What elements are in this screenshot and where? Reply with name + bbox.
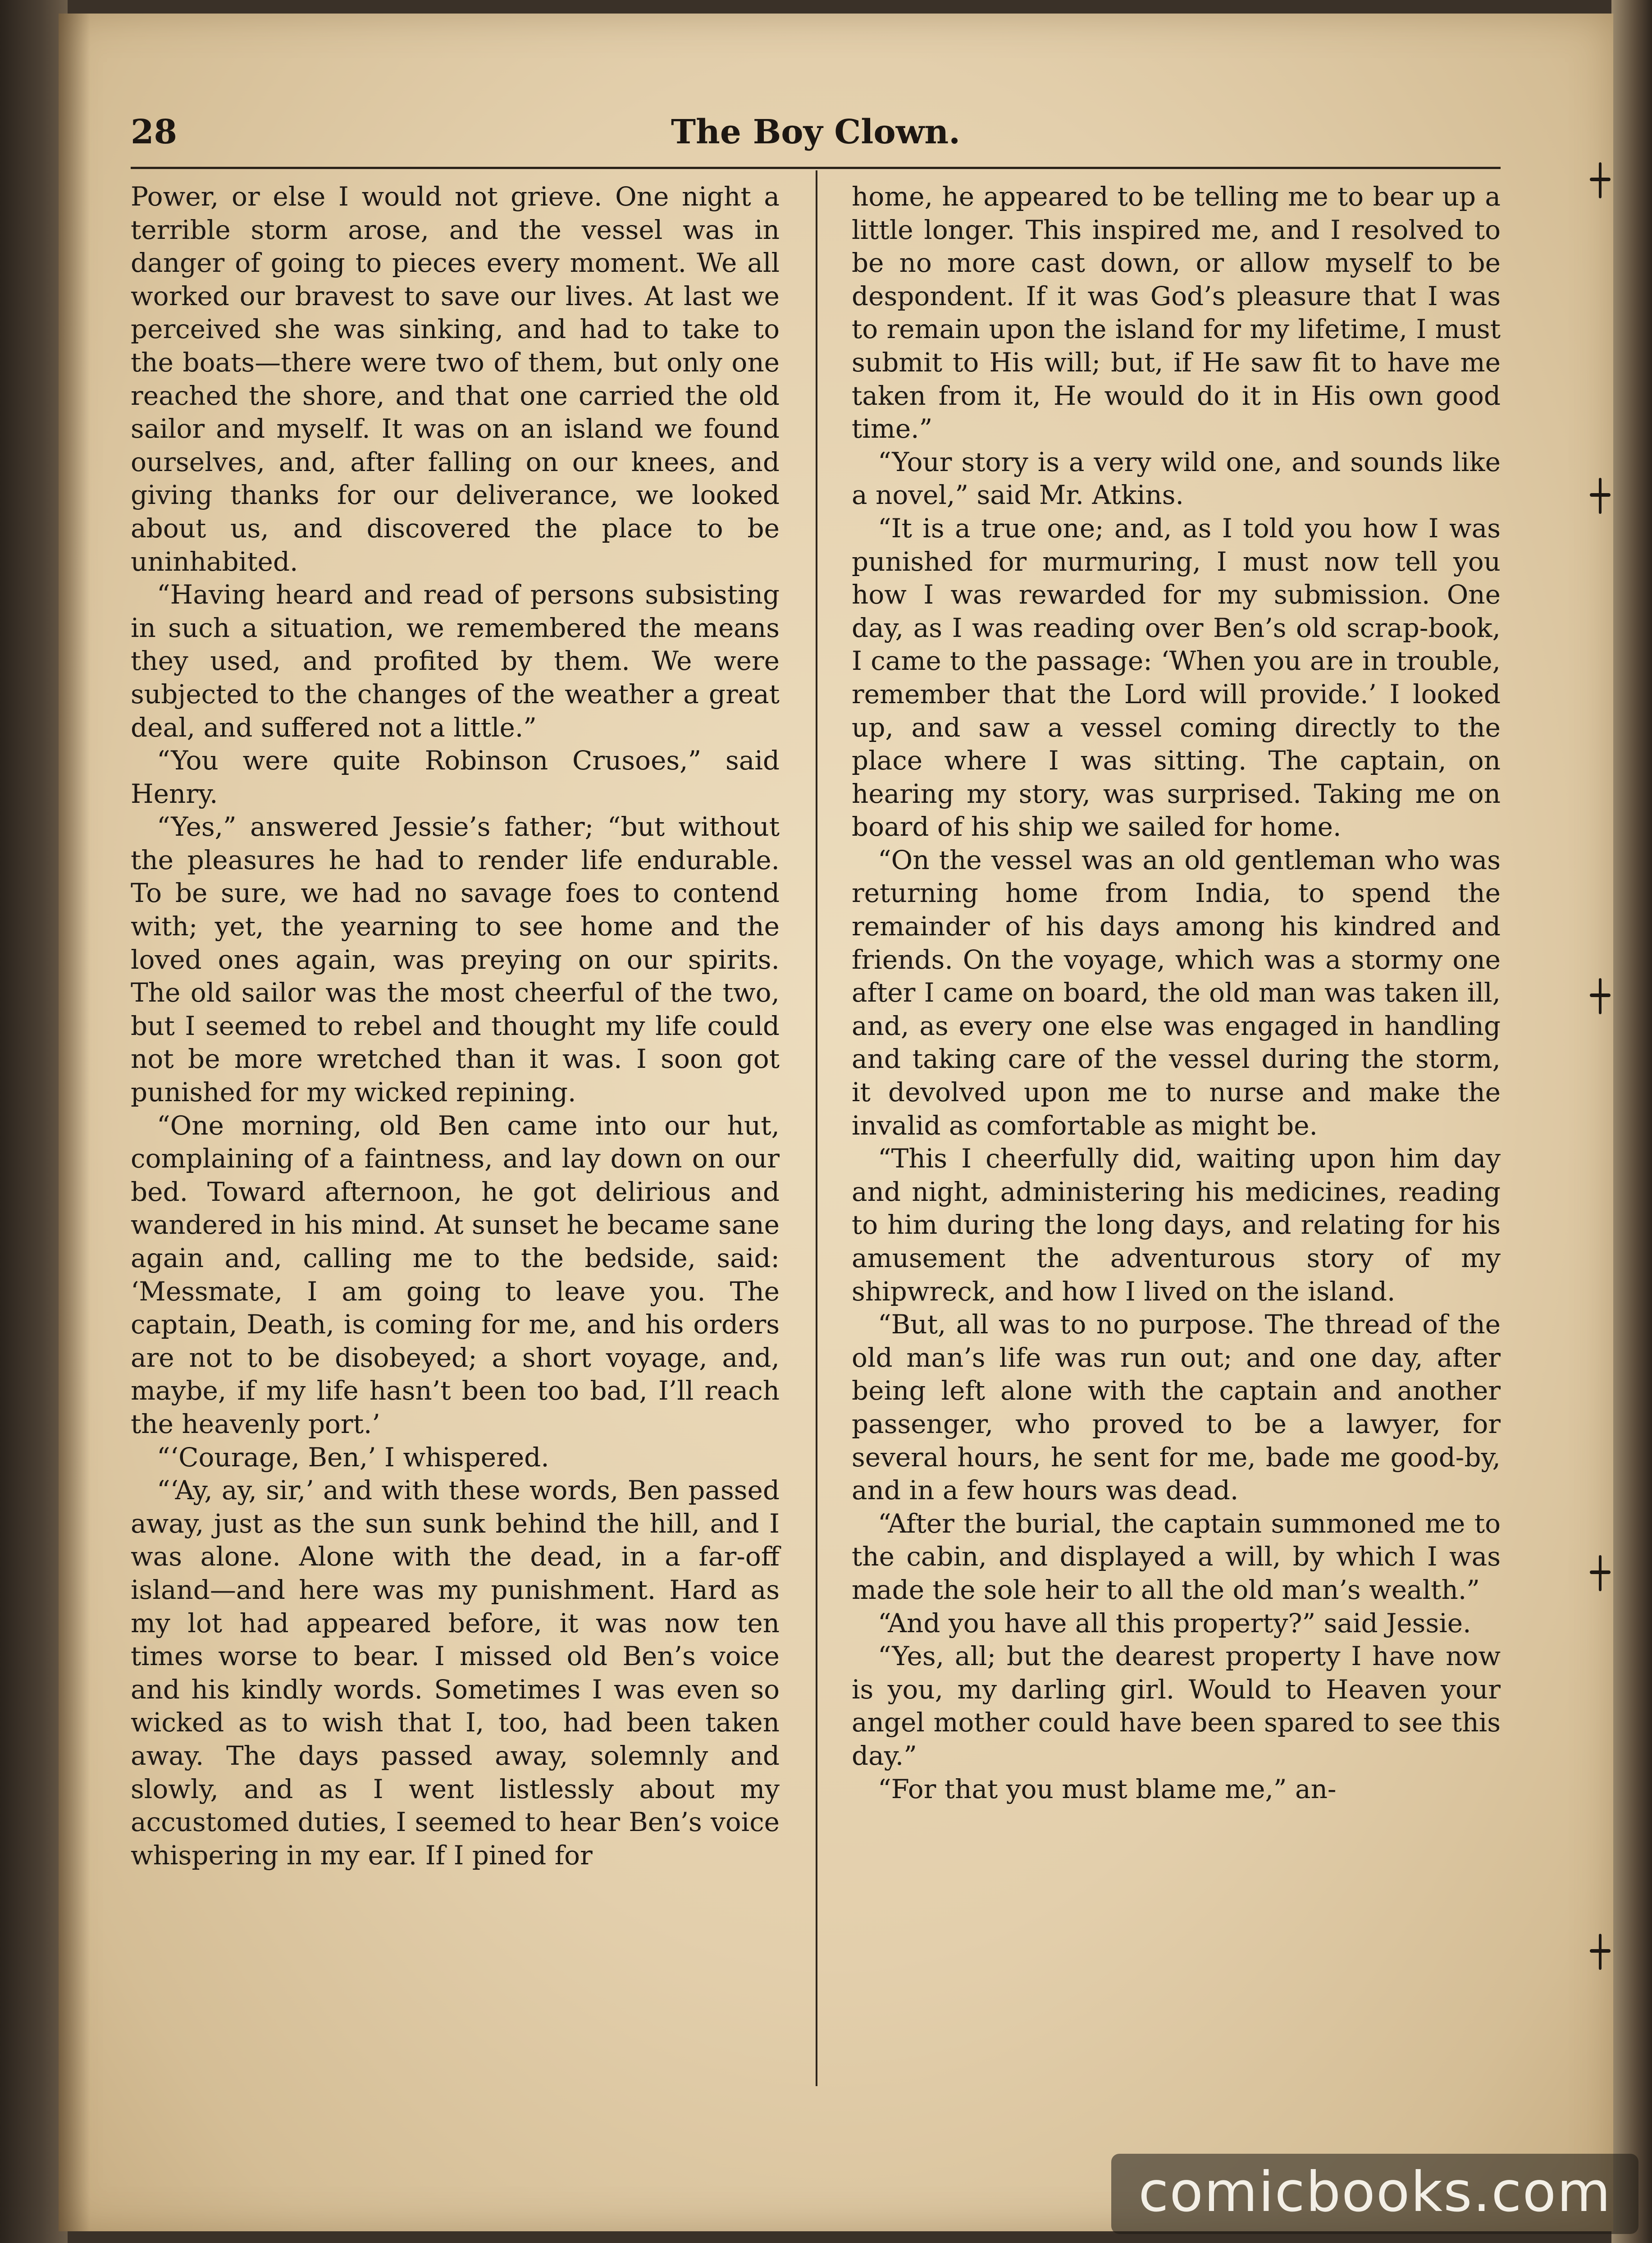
paragraph: “This I cheerfully did, waiting upon him day and night, administering his medicines, reading to him during the long days, and relating for his amusement the adventurous story of my shipwreck, and how I lived on the island. (852, 1143, 1501, 1307)
paragraph: “For that you must blame me,” an- (878, 1773, 1337, 1804)
book-edge-backdrop (1611, 0, 1652, 2243)
paragraph: “But, all was to no purpose. The thread of the old man’s life was run out; and one day, after being left alone with the captain and another passenger, who proved to be a lawyer, for several hours, he sent for me, bade me good-by, and in a few hours was dead. (852, 1309, 1501, 1506)
paragraph: “Yes, all; but the dearest property I have now is you, my darling girl. Would to Heaven your angel mother could have been spared to see this day.” (852, 1641, 1501, 1771)
paragraph: “Your story is a very wild one, and sounds like a novel,” said Mr. Atkins. (852, 446, 1501, 511)
paragraph: “Having heard and read of persons subsisting in such a situation, we remembered the means they used, and profited by them. We were subjected to the changes of the weather a great deal, and suffered not a little.” (131, 579, 780, 743)
binding-staples (1583, 14, 1610, 2231)
watermark: comicbooks.com (1111, 2154, 1638, 2234)
column-divider (816, 170, 817, 2086)
paragraph: “‘Courage, Ben,’ I whispered. (157, 1442, 549, 1473)
page-header (131, 104, 1501, 158)
paragraph: “You were quite Robinson Crusoes,” said Henry. (131, 745, 780, 809)
right-column (852, 180, 1501, 1806)
paragraph: “‘Ay, ay, sir,’ and with these words, Ben passed away, just as the sun sunk behind the hill, and I was alone. Alone with the dead, in a far-off island—and here was my punishment. Hard as my lot had appeared before, it was now ten times worse to bear. I missed old Ben’s voice and his kindly words. Sometimes I was even so wicked as to wish that I, too, had been taken away. The days passed away, solemnly and slowly, and as I went listlessly about my accustomed duties, I seemed to hear Ben’s voice whispering in my ear. If I pined for (131, 1475, 780, 1871)
left-column (131, 180, 780, 1872)
paragraph: Power, or else I would not grieve. One night a terrible storm arose, and the vessel was in danger of going to pieces every moment. We all worked our bravest to save our lives. At last we perceived she was sinking, and had to take to the boats—there were two of them, but only one reached the shore, and that one carried the old sailor and myself. It was on an island we found ourselves, and, after falling on our knees, and giving thanks for our deliverance, we looked about us, and discovered the place to be uninhabited. (131, 181, 780, 577)
book-gutter-backdrop (0, 0, 68, 2243)
paragraph: “It is a true one; and, as I told you how I was punished for murmuring, I must now tell you how I was rewarded for my submission. One day, as I was reading over Ben’s old scrap-book, I came to the passage: ‘When you are in trouble, remember that the Lord will provide.’ I looked up, and saw a vessel coming directly to the place where I was sitting. The captain, on hearing my story, was surprised. Taking me on board of his ship we sailed for home. (852, 513, 1501, 842)
paragraph: “After the burial, the captain summoned me to the cabin, and displayed a will, by which I was made the sole heir to all the old man’s wealth.” (852, 1508, 1501, 1605)
running-title: The Boy Clown. (671, 113, 960, 151)
spine-shadow (59, 14, 90, 2231)
paragraph: home, he appeared to be telling me to bear up a little longer. This inspired me, and I resolved to be no more cast down, or allow myself to be despondent. If it was God’s pleasure that I was to remain upon the island for my lifetime, I must submit to His will; but, if He saw fit to have me taken from it, He would do it in His own good time.” (852, 181, 1501, 444)
page-number: 28 (131, 113, 177, 151)
paragraph: “One morning, old Ben came into our hut, complaining of a faintness, and lay down on our bed. Toward afternoon, he got delirious and wandered in his mind. At sunset he became sane again and, calling me to the bedside, said: ‘Messmate, I am going to leave you. The captain, Death, is coming for me, and his orders are not to be disobeyed; a short voyage, and, maybe, if my life hasn’t been too bad, I’ll reach the heavenly port.’ (131, 1110, 780, 1439)
paragraph: “On the vessel was an old gentleman who was returning home from India, to spend the remainder of his days among his kindred and friends. On the voyage, which was a stormy one after I came on board, the old man was taken ill, and, as every one else was engaged in handling and taking care of the vessel during the storm, it devolved upon me to nurse and make the invalid as comfortable as might be. (852, 844, 1501, 1141)
paragraph: “And you have all this property?” said Jessie. (878, 1607, 1471, 1639)
header-rule (131, 167, 1501, 169)
paragraph: “Yes,” answered Jessie’s father; “but without the pleasures he had to render life endurable. To be sure, we had no savage foes to contend with; yet, the yearning to see home and the loved ones again, was preying on our spirits. The old sailor was the most cheerful of the two, but I seemed to rebel and thought my life could not be more wretched than it was. I soon got punished for my wicked repining. (131, 811, 780, 1108)
